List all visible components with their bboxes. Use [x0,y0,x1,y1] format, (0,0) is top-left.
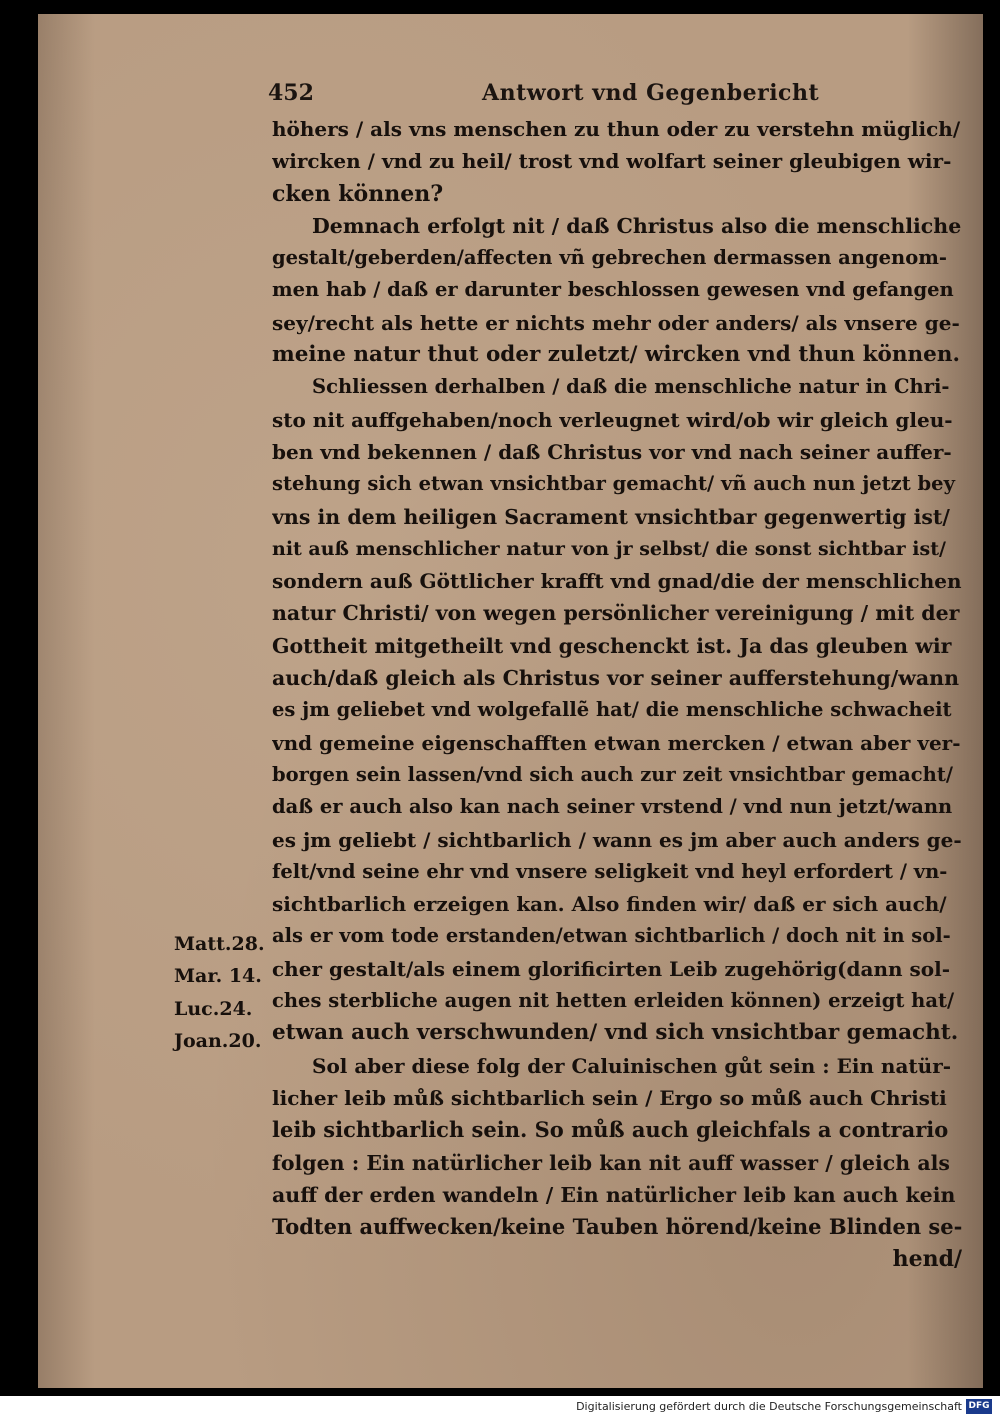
text-line: vnd gemeine eigenschafften etwan mercken / etwan aber ver- [272,730,961,755]
text-line: vns in dem heiligen Sacrament vnsichtbar gegenwertig ist/ [272,504,950,529]
catchword-line: hend/ [892,1246,962,1273]
text-line: auff der erden wandeln / Ein natürlicher leib kan auch kein [272,1182,956,1207]
text-line: wircken / vnd zu heil/ trost vnd wolfart seiner gleubigen wir- [272,149,952,174]
text-line: sto nit auffgehaben/noch verleugnet wird/ob wir gleich gleu- [272,407,953,432]
text-line: sondern auß Göttlicher krafft vnd gnad/die der menschlichen [272,569,962,594]
margin-note: Joan.20. [174,1029,262,1052]
footer-bar [0,1396,1000,1419]
dfg-logo: DFG [966,1399,992,1414]
margin-notes [174,928,270,1057]
text-line: leib sichtbarlich sein. So můß auch gleichfals a contrario [272,1117,949,1143]
text-line: folgen : Ein natürlicher leib kan nit auff wasser / gleich als [272,1150,950,1175]
text-line: meine natur thut oder zuletzt/ wircken vnd thun können. [272,342,960,368]
text-line: natur Christi/ von wegen persönlicher vereinigung / mit der [272,601,960,626]
text-line: sichtbarlich erzeigen kan. Also finden wir/ daß er sich auch/ [272,892,947,917]
margin-note: Mar. 14. [174,965,262,988]
page-number: 452 [268,80,314,106]
text-line: es jm geliebt / sichtbarlich / wann es jm aber auch anders ge- [272,827,962,852]
paragraph-start-line: Demnach erfolgt nit / daß Christus also die menschliche [312,213,962,238]
header-title: Antwort vnd Gegenbericht [482,80,820,106]
paragraph-start-line: Sol aber diese folg der Caluinischen gůt sein : Ein natür- [312,1053,952,1078]
text-line: borgen sein lassen/vnd sich auch zur zeit vnsichtbar gemacht/ [272,762,953,786]
text-line: auch/daß gleich als Christus vor seiner aufferstehung/wann [272,666,959,691]
text-line: Todten auffwecken/keine Tauben hörend/keine Blinden se- [272,1214,962,1240]
text-line: cken können? [272,180,444,207]
text-line: daß er auch also kan nach seiner vrstend / vnd nun jetzt/wann [272,795,953,819]
text-line: men hab / daß er darunter beschlossen gewesen vnd gefangen [272,278,954,302]
text-line: etwan auch verschwunden/ vnd sich vnsichtbar gemacht. [272,1020,959,1046]
digitization-credit: Digitalisierung gefördert durch die Deutsche Forschungsgemeinschaft [576,1400,962,1413]
text-line: licher leib můß sichtbarlich sein / Ergo so můß auch Christi [272,1085,947,1110]
text-line: es jm geliebet vnd wolgefallẽ hat/ die menschliche schwacheit [272,698,952,722]
text-line: felt/vnd seine ehr vnd vnsere seligkeit vnd heyl erfordert / vn- [272,859,948,883]
text-line: als er vom tode erstanden/etwan sichtbarlich / doch nit in sol- [272,924,951,948]
text-line: ben vnd bekennen / daß Christus vor vnd nach seiner auffer- [272,439,952,464]
text-line: ches sterbliche augen nit hetten erleiden können) erzeigt hat/ [272,989,955,1013]
margin-note: Matt.28. [174,933,265,955]
text-line: Gottheit mitgetheilt vnd geschenckt ist. Ja das gleuben wir [272,633,952,658]
text-line: stehung sich etwan vnsichtbar gemacht/ vñ auch nun jetzt bey [272,472,955,496]
margin-note: Luc.24. [174,997,253,1020]
body-text [272,113,962,1276]
running-head [268,80,958,116]
text-line: gestalt/geberden/affecten vñ gebrechen dermassen angenom- [272,246,947,270]
text-line: cher gestalt/als einem glorificirten Leib zugehörig(dann sol- [272,956,951,981]
text-line: nit auß menschlicher natur von jr selbst/ die sonst sichtbar ist/ [272,537,946,560]
text-line: höhers / als vns menschen zu thun oder zu verstehn müglich/ [272,117,961,141]
text-line: sey/recht als hette er nichts mehr oder anders/ als vnsere ge- [272,310,960,335]
paragraph-start-line: Schliessen derhalben / daß die menschliche natur in Chri- [312,375,950,399]
